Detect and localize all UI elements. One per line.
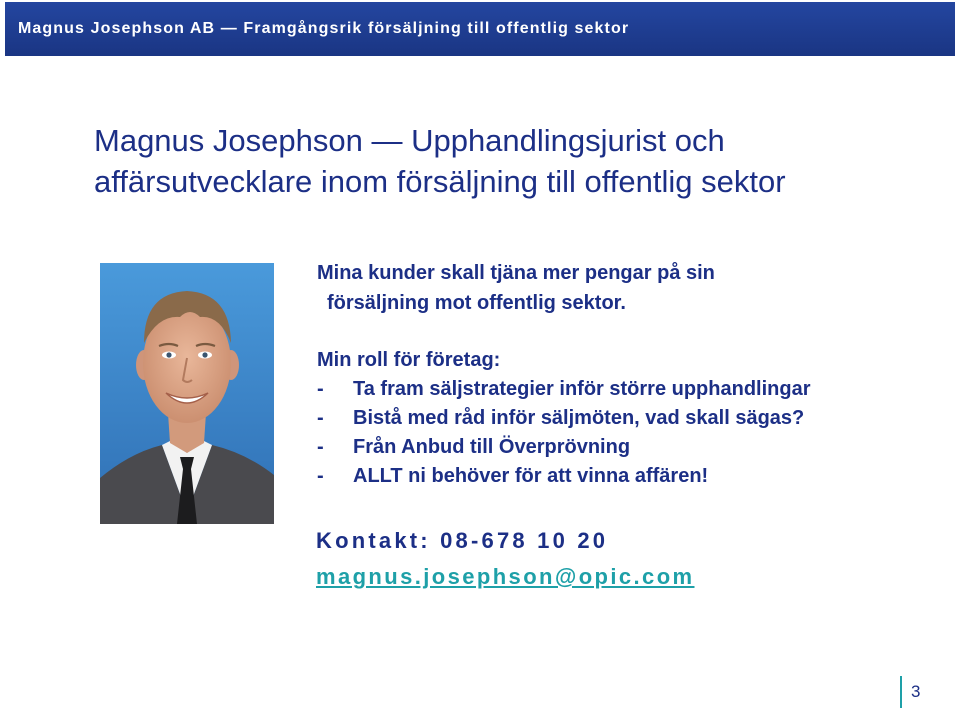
page-number-divider [900, 676, 902, 708]
portrait-photo [100, 263, 274, 524]
list-item-text: Bistå med råd inför säljmöten, vad skall sägas? [353, 407, 805, 429]
role-section [317, 346, 937, 491]
list-item [317, 404, 937, 433]
role-heading: Min roll för företag: [317, 349, 501, 371]
list-item [317, 433, 937, 462]
contact-phone: Kontakt: 08-678 10 20 [316, 528, 609, 553]
tagline-line-1: Mina kunder skall tjäna mer pengar på sin [317, 262, 715, 284]
contact-email-link[interactable]: magnus.josephson@opic.com [316, 564, 695, 589]
tagline [317, 258, 917, 318]
header-bar [5, 2, 955, 56]
list-bullet: - [317, 378, 324, 400]
list-bullet: - [317, 465, 324, 487]
list-item-text: Ta fram säljstrategier inför större upphandlingar [353, 378, 811, 400]
list-item-text: Från Anbud till Överprövning [353, 436, 631, 458]
slide-title [94, 120, 894, 202]
tagline-line-2: försäljning mot offentlig sektor. [327, 292, 626, 314]
list-item [317, 462, 937, 491]
slide-title-line-1: Magnus Josephson — Upphandlingsjurist och [94, 123, 725, 158]
list-bullet: - [317, 436, 324, 458]
list-bullet: - [317, 407, 324, 429]
list-item-text: ALLT ni behöver för att vinna affären! [353, 465, 709, 487]
list-item [317, 375, 937, 404]
header-text: Magnus Josephson AB — Framgångsrik försäljning till offentlig sektor [18, 20, 630, 37]
slide-title-line-2: affärsutvecklare inom försäljning till offentlig sektor [94, 164, 786, 199]
page-number: 3 [911, 682, 921, 701]
